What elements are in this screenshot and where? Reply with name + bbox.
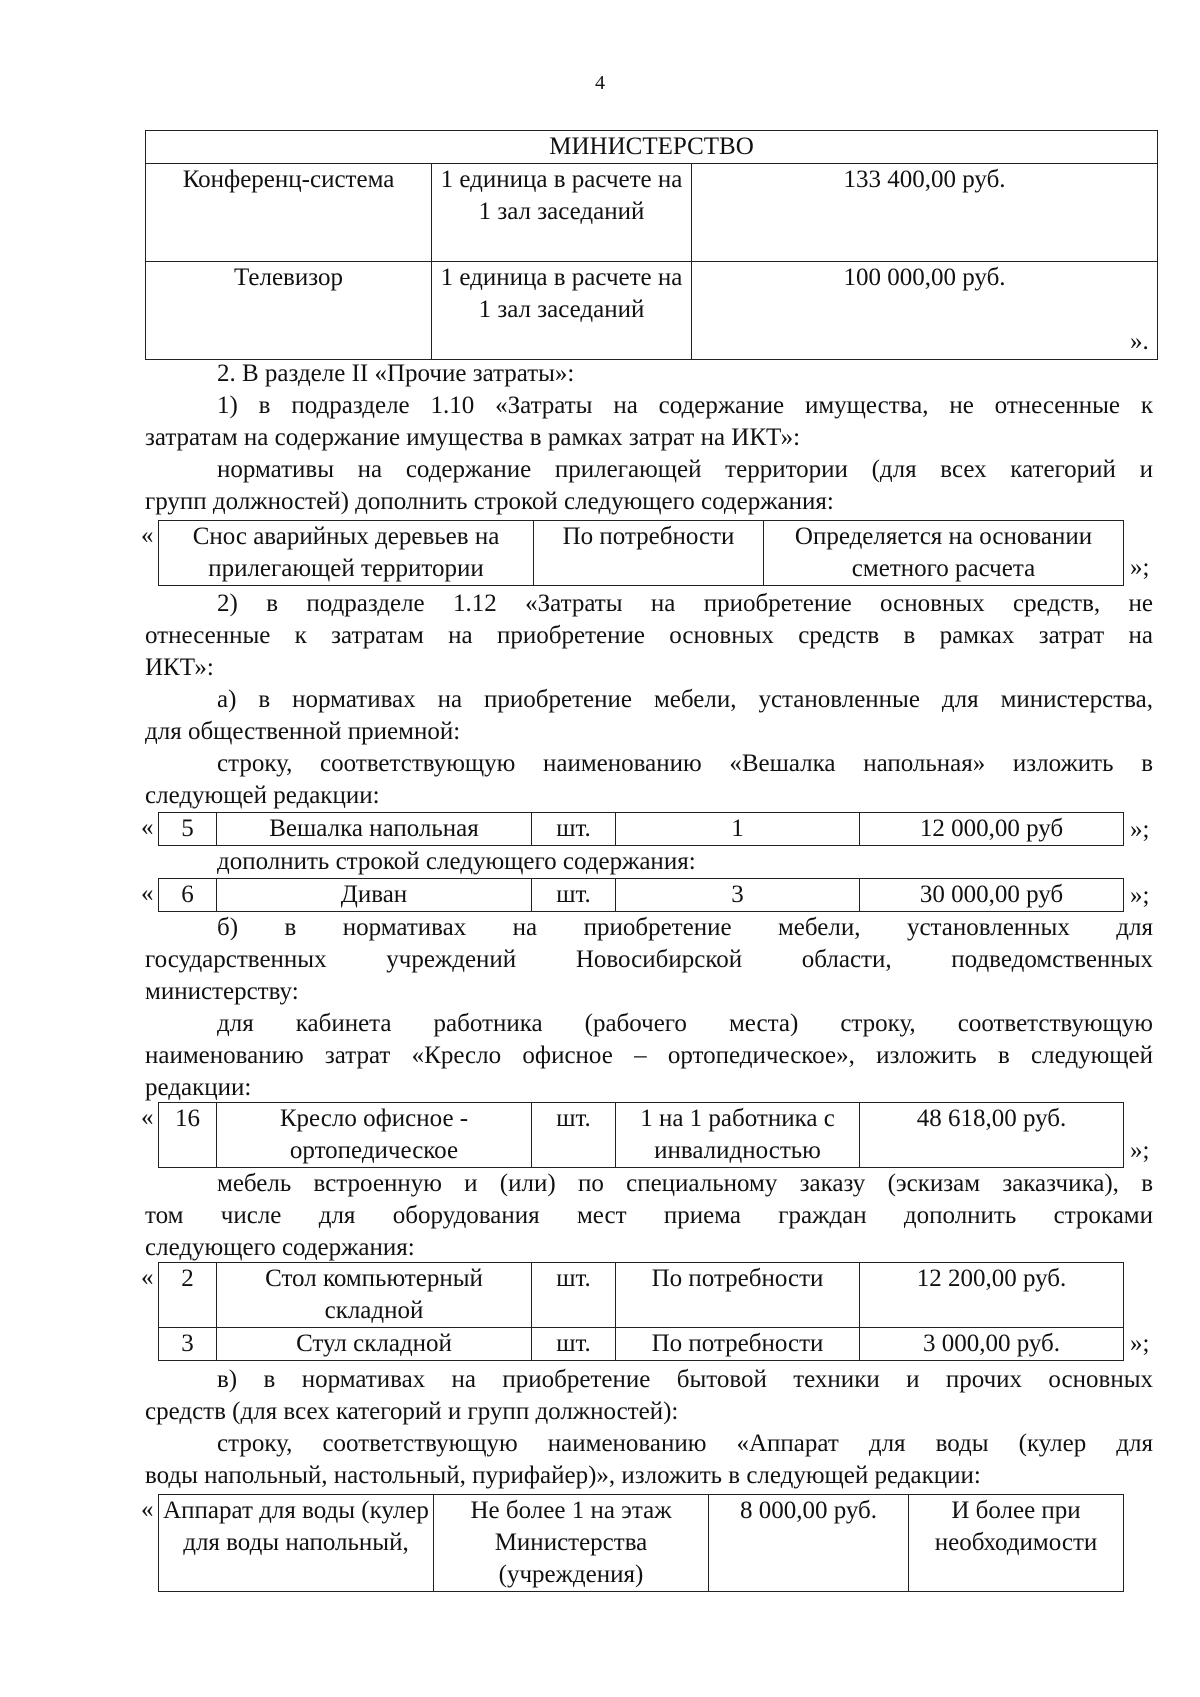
ministry-equipment-table	[145, 130, 1158, 360]
paragraph-line: отнесенные к затратам на приобретение основных средств в рамках затрат на	[145, 622, 1153, 649]
item-unit: шт.	[532, 1328, 616, 1361]
item-name: Диван	[217, 879, 532, 912]
opening-quote: «	[141, 814, 154, 841]
closing-quote: »;	[1130, 554, 1150, 581]
paragraph-line: строку, соответствующую наименованию «Вешалка напольная» изложить в	[217, 750, 1153, 777]
item-unit: шт.	[532, 1263, 616, 1328]
paragraph-line: министерству:	[145, 978, 299, 1005]
office-chair-table	[158, 1102, 1124, 1168]
paragraph-line: том числе для оборудования мест приема граждан дополнить строками	[145, 1202, 1153, 1229]
item-quantity: По потребности	[534, 521, 764, 586]
paragraph-line: затратам на содержание имущества в рамках затрат на ИКТ»:	[145, 424, 801, 451]
paragraph-line: 2) в подразделе 1.12 «Затраты на приобретение основных средств, не	[217, 590, 1153, 617]
item-price: 100 000,00 руб.	[692, 262, 1158, 360]
row-number: 5	[159, 813, 217, 846]
paragraph-line: наименованию затрат «Кресло офисное – ортопедическое», изложить в следующей	[145, 1042, 1153, 1069]
item-name: Стул складной	[217, 1328, 532, 1361]
row-number: 16	[159, 1103, 217, 1168]
table-row	[146, 262, 1158, 360]
opening-quote: «	[141, 1264, 154, 1291]
item-name: Аппарат для воды (кулер для воды напольный,	[159, 1495, 434, 1592]
row-number: 6	[159, 879, 217, 912]
paragraph-line: б) в нормативах на приобретение мебели, установленных для	[217, 914, 1153, 941]
item-price: 8 000,00 руб.	[709, 1495, 909, 1592]
item-name: Кресло офисное - ортопедическое	[217, 1103, 532, 1168]
paragraph-line: групп должностей) дополнить строкой следующего содержания:	[145, 488, 834, 515]
paragraph-line: редакции:	[145, 1074, 252, 1101]
item-unit: шт.	[532, 1103, 616, 1168]
item-quantity: 3	[616, 879, 860, 912]
paragraph-line: 2. В разделе II «Прочие затраты»:	[217, 360, 575, 387]
item-quantity: 1 единица в расчете на 1 зал заседаний	[432, 262, 692, 360]
item-name: Снос аварийных деревьев на прилегающей территории	[159, 521, 534, 586]
closing-quote: »;	[1130, 1330, 1150, 1357]
paragraph-line: государственных учреждений Новосибирской области, подведомственных	[145, 946, 1153, 973]
territory-maintenance-table	[158, 520, 1124, 586]
table-row	[146, 164, 1158, 262]
water-dispenser-table	[158, 1494, 1124, 1592]
item-name: Вешалка напольная	[217, 813, 532, 846]
row-number: 3	[159, 1328, 217, 1361]
opening-quote: «	[141, 1496, 154, 1523]
paragraph-line: 1) в подразделе 1.10 «Затраты на содержание имущества, не отнесенные к	[217, 392, 1153, 419]
opening-quote: «	[141, 1104, 154, 1131]
closing-quote: »;	[1130, 882, 1150, 909]
table-row	[159, 1263, 1124, 1328]
paragraph-line: воды напольный, настольный, пурифайер)», изложить в следующей редакции:	[145, 1462, 981, 1489]
item-unit: шт.	[532, 813, 616, 846]
closing-quote: »;	[1130, 816, 1150, 843]
paragraph-line: мебель встроенную и (или) по специальному заказу (эскизам заказчика), в	[217, 1170, 1153, 1197]
item-quantity: Не более 1 на этаж Министерства (учреждения)	[434, 1495, 709, 1592]
opening-quote: «	[141, 522, 154, 549]
sofa-table	[158, 878, 1124, 912]
item-price: 30 000,00 руб	[860, 879, 1124, 912]
paragraph-line: следующей редакции:	[145, 782, 380, 809]
item-name: Телевизор	[146, 262, 432, 360]
item-quantity: 1	[616, 813, 860, 846]
item-price: 3 000,00 руб.	[860, 1328, 1124, 1361]
closing-quote: ».	[1130, 328, 1149, 355]
paragraph-line: для кабинета работника (рабочего места) строку, соответствующую	[217, 1010, 1153, 1037]
paragraph-line: в) в нормативах на приобретение бытовой техники и прочих основных	[217, 1366, 1153, 1393]
item-quantity: По потребности	[616, 1328, 860, 1361]
item-quantity: 1 на 1 работника с инвалидностью	[616, 1103, 860, 1168]
paragraph-line: а) в нормативах на приобретение мебели, установленные для министерства,	[217, 686, 1153, 713]
folding-furniture-table	[158, 1262, 1124, 1361]
item-price: 12 000,00 руб	[860, 813, 1124, 846]
paragraph-line: дополнить строкой следующего содержания:	[217, 848, 696, 875]
item-unit: шт.	[532, 879, 616, 912]
table-row	[159, 1328, 1124, 1361]
item-quantity: 1 единица в расчете на 1 зал заседаний	[432, 164, 692, 262]
row-number: 2	[159, 1263, 217, 1328]
item-note: И более при необходимости	[909, 1495, 1124, 1592]
paragraph-line: строку, соответствующую наименованию «Аппарат для воды (кулер для	[217, 1430, 1153, 1457]
coat-rack-table	[158, 812, 1124, 846]
paragraph-line: средств (для всех категорий и групп должностей):	[145, 1398, 679, 1425]
item-quantity: По потребности	[616, 1263, 860, 1328]
table-header: МИНИСТЕРСТВО	[146, 131, 1158, 164]
item-price: 48 618,00 руб.	[860, 1103, 1124, 1168]
page-number: 4	[595, 72, 605, 94]
paragraph-line: для общественной приемной:	[145, 718, 461, 745]
opening-quote: «	[141, 880, 154, 907]
item-price: 133 400,00 руб.	[692, 164, 1158, 262]
item-name: Конференц-система	[146, 164, 432, 262]
item-name: Стол компьютерный складной	[217, 1263, 532, 1328]
item-price: Определяется на основании сметного расчета	[764, 521, 1124, 586]
closing-quote: »;	[1130, 1137, 1150, 1164]
paragraph-line: следующего содержания:	[145, 1234, 415, 1261]
paragraph-line: ИКТ»:	[145, 654, 214, 681]
item-price: 12 200,00 руб.	[860, 1263, 1124, 1328]
paragraph-line: нормативы на содержание прилегающей территории (для всех категорий и	[217, 456, 1153, 483]
